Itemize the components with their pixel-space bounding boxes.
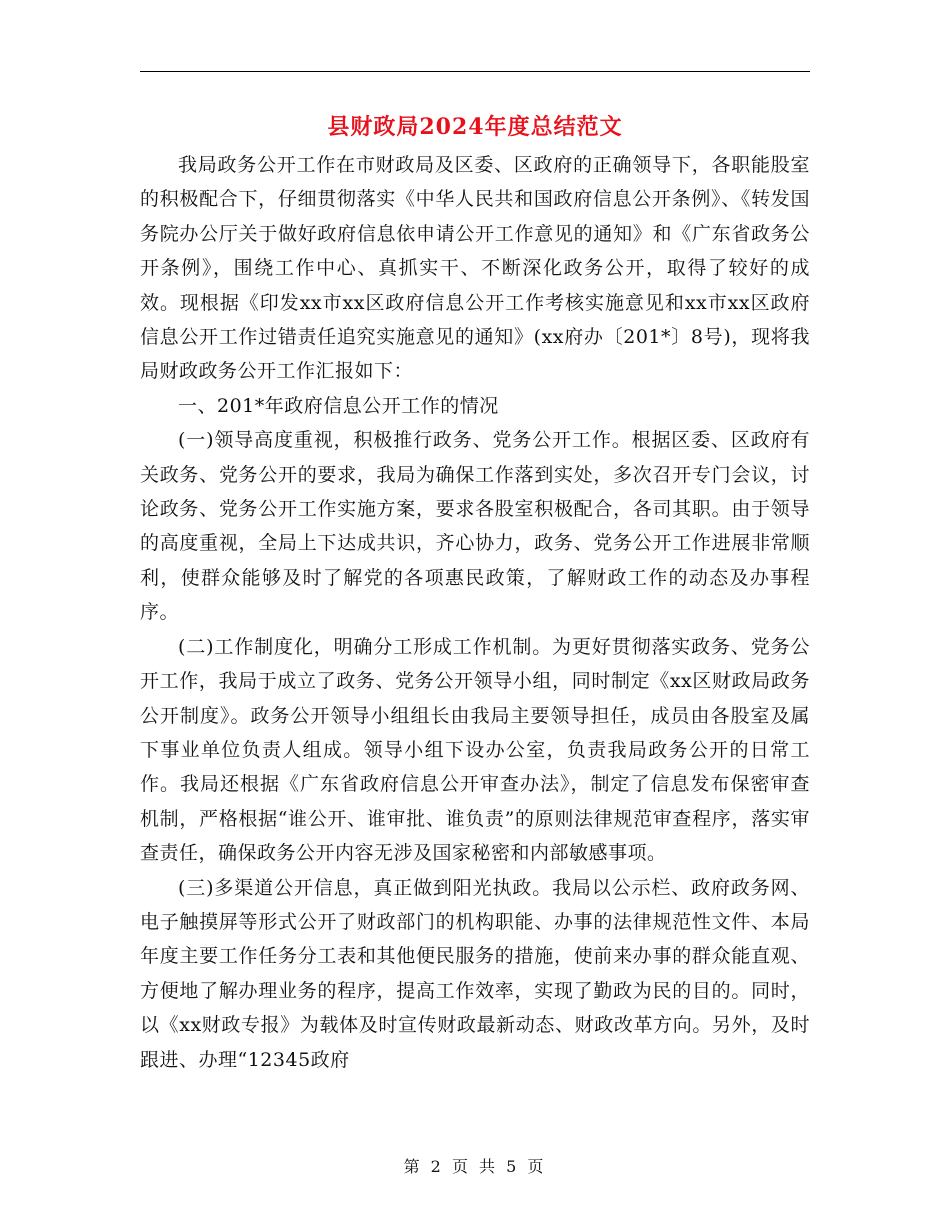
document-body: [140, 148, 810, 1077]
paragraph-intro: 我局政务公开工作在市财政局及区委、区政府的正确领导下，各职能股室的积极配合下，仔细贯彻落实《中华人民共和国政府信息公开条例》、《转发国务院办公厅关于做好政府信息依申请公开工作意见的通知》和《广东省政务公开条例》，围绕工作中心、真抓实干、不断深化政务公开，取得了较好的成效。现根据《印发xx市xx区政府信息公开工作考核实施意见和xx市xx区政府信息公开工作过错责任追究实施意见的通知》(xx府办〔201*〕8号)，现将我局财政政务公开工作汇报如下：: [140, 154, 810, 383]
document-title: 县财政局2024年度总结范文: [327, 114, 623, 140]
paragraph-institution: (二)工作制度化，明确分工形成工作机制。为更好贯彻落实政务、党务公开工作，我局于成立了政务、党务公开领导小组，同时制定《xx区财政局政务公开制度》。政务公开领导小组组长由我局主要领导担任，成员由各股室及属下事业单位负责人组成。领导小组下设办公室，负责我局政务公开的日常工作。我局还根据《广东省政府信息公开审查办法》，制定了信息发布保密审查机制，严格根据“谁公开、谁审批、谁负责”的原则法律规范审查程序，落实审查责任，确保政务公开内容无涉及国家秘密和内部敏感事项。: [140, 635, 810, 865]
header-rule: [140, 71, 810, 72]
paragraph-leadership: (一)领导高度重视，积极推行政务、党务公开工作。根据区委、区政府有关政务、党务公开的要求，我局为确保工作落到实处，多次召开专门会议，讨论政务、党务公开工作实施方案，要求各股室积极配合，各司其职。由于领导的高度重视，全局上下达成共识，齐心协力，政务、党务公开工作进展非常顺利，使群众能够及时了解党的各项惠民政策，了解财政工作的动态及办事程序。: [140, 429, 810, 624]
page-number: 第 2 页 共 5 页: [403, 1157, 547, 1176]
paragraph-channels: (三)多渠道公开信息，真正做到阳光执政。我局以公示栏、政府政务网、电子触摸屏等形式公开了财政部门的机构职能、办事的法律规范性文件、本局年度主要工作任务分工表和其他便民服务的措施，使前来办事的群众能直观、方便地了解办理业务的程序，提高工作效率，实现了勤政为民的目的。同时，以《xx财政专报》为载体及时宣传财政最新动态、财政改革方向。另外，及时跟进、办理“12345政府: [140, 876, 810, 1071]
section-heading-1: 一、201*年政府信息公开工作的情况: [178, 394, 499, 417]
